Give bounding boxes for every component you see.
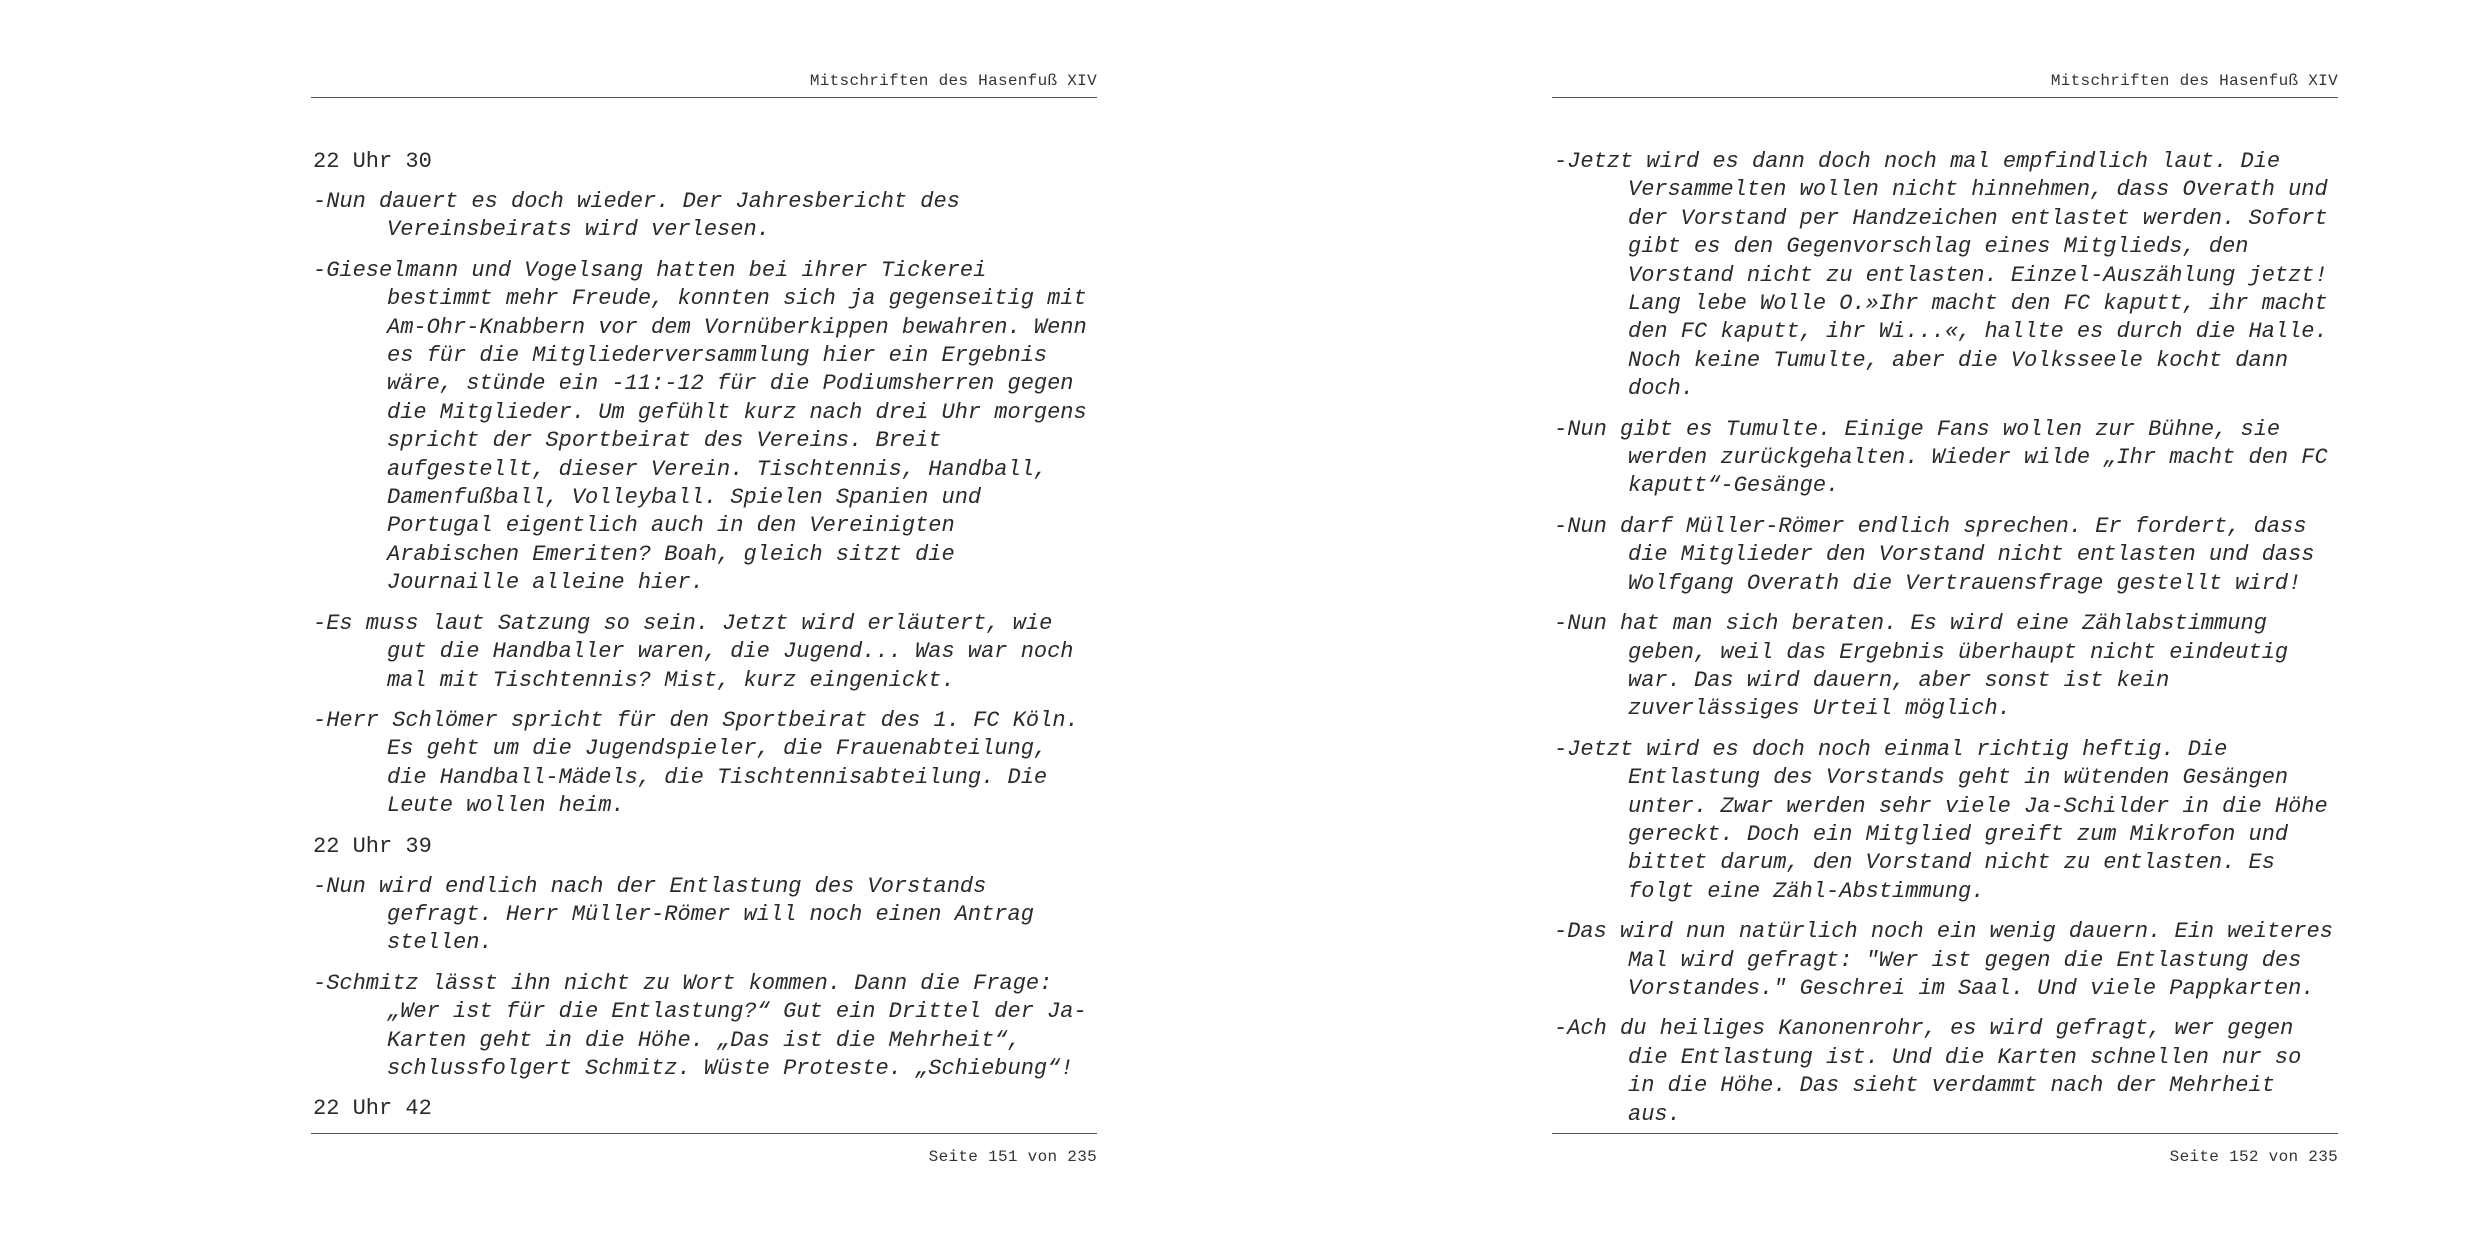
page-number: Seite 152 von 235 — [2169, 1148, 2338, 1166]
time-label: 22 Uhr 30 — [313, 149, 432, 174]
log-entry: -Das wird nun natürlich noch ein wenig dauern. Ein weiteres Mal wird gefragt: "Wer ist gegen die Entlastung des Vorstandes." Geschrei im Saal. Und viele Pappkarten. — [1554, 919, 2333, 1001]
header-rule — [311, 97, 1097, 98]
log-entry: -Gieselmann und Vogelsang hatten bei ihrer Tickerei bestimmt mehr Freude, konnten sich ja gegenseitig mit Am-Ohr-Knabbern vor dem Vornüberkippen bewahren. Wenn es für die Mitgliederversammlung hier ein Ergebnis wäre, stünde ein -11:-12 für die Podiumsherren gegen die Mitglieder. Um gefühlt kurz nach drei Uhr morgens spricht der Sportbeirat des Vereins. Breit aufgestellt, dieser Verein. Tischtennis, Handball, Damenfußball, Volleyball. Spielen Spanien und Portugal eigentlich auch in den Vereinigten Arabischen Emeriten? Boah, gleich sitzt die Journaille alleine hier. — [313, 257, 1087, 596]
log-entry: -Nun hat man sich beraten. Es wird eine Zählabstimmung geben, weil das Ergebnis überhaupt nicht eindeutig war. Das wird dauern, aber sonst ist kein zuverlässiges Urteil möglich. — [1554, 611, 2289, 722]
running-head: Mitschriften des Hasenfuß XIV — [809, 72, 1097, 90]
right-page — [1552, 0, 2338, 1240]
log-entry: -Schmitz lässt ihn nicht zu Wort kommen. Dann die Frage: „Wer ist für die Entlastung?“ Gut ein Drittel der Ja-Karten geht in die Höhe. „Das ist die Mehrheit“, schlussfolgert Schmitz. Wüste Proteste. „Schiebung“! — [313, 970, 1087, 1081]
left-page — [311, 0, 1097, 1240]
running-head: Mitschriften des Hasenfuß XIV — [2050, 72, 2338, 90]
log-entry: -Ach du heiliges Kanonenrohr, es wird gefragt, wer gegen die Entlastung ist. Und die Karten schnellen nur so in die Höhe. Das sieht verdammt nach der Mehrheit aus. — [1554, 1016, 2302, 1127]
time-label: 22 Uhr 42 — [313, 1096, 432, 1122]
footer-rule — [1552, 1133, 2338, 1134]
header-rule — [1552, 97, 2338, 98]
log-entry: -Nun wird endlich nach der Entlastung des Vorstands gefragt. Herr Müller-Römer will noch einen Antrag stellen. — [313, 873, 1034, 956]
footer-rule — [311, 1133, 1097, 1134]
log-entry: -Jetzt wird es dann doch noch mal empfindlich laut. Die Versammelten wollen nicht hinnehmen, dass Overath und der Vorstand per Handzeichen entlastet werden. Sofort gibt es den Gegenvorschlag eines Mitglieds, den Vorstand nicht zu entlasten. Einzel-Auszählung jetzt! Lang lebe Wolle O.»Ihr macht den FC kaputt, ihr macht den FC kaputt, ihr Wi...«, hallte es durch die Halle. Noch keine Tumulte, aber die Volksseele kocht dann doch. — [1554, 149, 2328, 402]
log-entry: -Herr Schlömer spricht für den Sportbeirat des 1. FC Köln. Es geht um die Jugendspieler, die Frauenabteilung, die Handball-Mädels, die Tischtennisabteilung. Die Leute wollen heim. — [313, 707, 1079, 819]
page-number: Seite 151 von 235 — [928, 1148, 1097, 1166]
log-entry: -Es muss laut Satzung so sein. Jetzt wird erläutert, wie gut die Handballer waren, die Jugend... Was war noch mal mit Tischtennis? Mist, kurz eingenickt. — [313, 610, 1074, 693]
log-entry: -Nun darf Müller-Römer endlich sprechen. Er fordert, dass die Mitglieder den Vorstand nicht entlasten und dass Wolfgang Overath die Vertrauensfrage gestellt wird! — [1554, 513, 2315, 596]
log-entry: -Jetzt wird es doch noch einmal richtig heftig. Die Entlastung des Vorstands geht in wütenden Gesängen unter. Zwar werden sehr viele Ja-Schilder in die Höhe gereckt. Doch ein Mitglied greift zum Mikrofon und bittet darum, den Vorstand nicht zu entlasten. Es folgt eine Zähl-Abstimmung. — [1554, 736, 2328, 904]
time-label: 22 Uhr 39 — [313, 833, 432, 859]
page-body — [313, 148, 1097, 1135]
page-body — [1554, 148, 2338, 1141]
log-entry: -Nun gibt es Tumulte. Einige Fans wollen zur Bühne, sie werden zurückgehalten. Wieder wilde „Ihr macht den FC kaputt“-Gesänge. — [1554, 416, 2328, 499]
log-entry: -Nun dauert es doch wieder. Der Jahresbericht des Vereinsbeirats wird verlesen. — [313, 189, 960, 243]
